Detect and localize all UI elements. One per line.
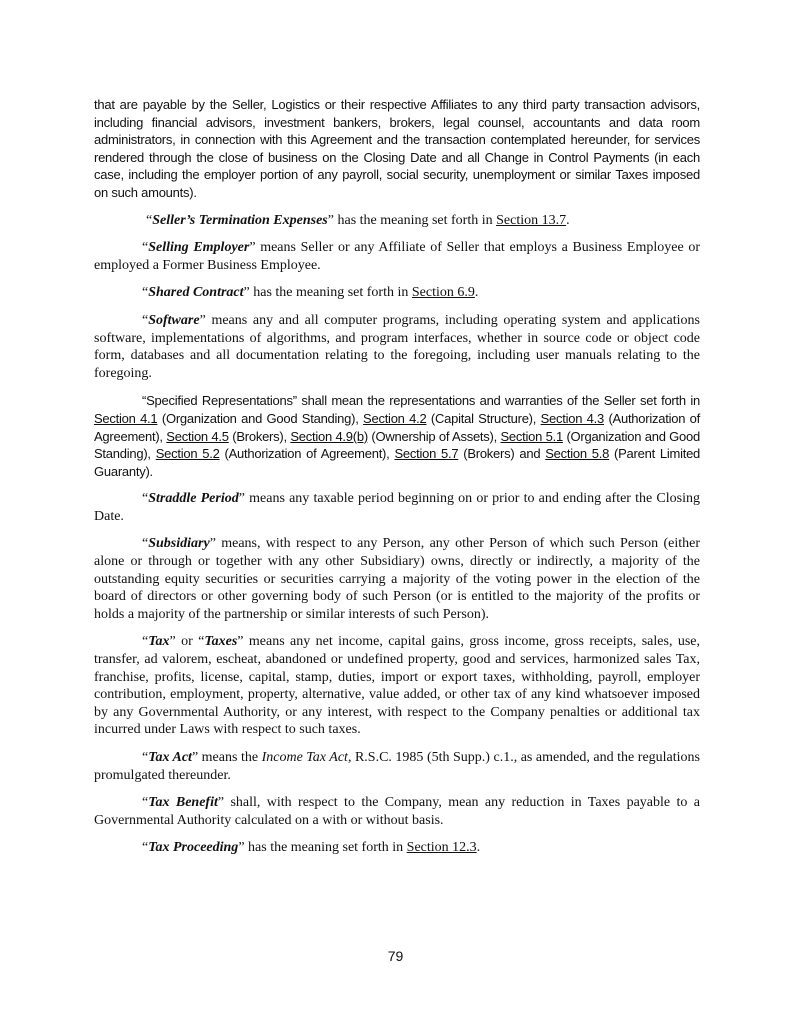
definition-software: “Software” means any and all computer programs, including operating system and applications software, implementations of algorithms, and program interfaces, whether in source code or object code form, databases and all documentation relating to the foregoing, including user manuals relating to the foregoing. bbox=[94, 312, 700, 381]
statute-title: Income Tax Act bbox=[261, 750, 348, 765]
section-reference[interactable]: Section 4.9(b) bbox=[290, 428, 368, 444]
page-number: 79 bbox=[387, 948, 404, 964]
section-reference[interactable]: Section 5.7 bbox=[394, 446, 459, 462]
definition-specified-representations: “Specified Representations” shall mean the representations and warranties of the Seller set forth in Section 4.1 (Organization and Good Standing), Section 4.2 (Capital Structure), Section 4.3 (Authorization of Agreement), Section 4.5 (Brokers), Section 4.9(b) (Ownership of Assets), Section 5.1 (Organization and Good Standing), Section 5.2 (Authorization of Agreement), Section 5.7 (Brokers) and Section 5.8 (Parent Limited Guaranty). bbox=[94, 393, 701, 479]
definition-tax: “Tax” or “Taxes” means any net income, capital gains, gross income, gross receipts, sales, use, transfer, ad valorem, escheat, abandoned or undefined property, good and services, harmonized sales Tax, franchise, profits, license, capital, stamp, duties, import or export taxes, withholding, payroll, employer contribution, employment, property, alternative, value added, or other tax of any kind whatsoever imposed by any Governmental Authority, or any interest, with respect to the Company penalties or additional tax incurred under Laws with respect to such taxes. bbox=[94, 634, 700, 738]
defined-term: Selling Employer bbox=[148, 240, 250, 256]
definition-continuation bbox=[94, 96, 700, 202]
defined-term: Seller’s Termination Expenses bbox=[152, 212, 328, 228]
defined-term: Tax Proceeding bbox=[148, 840, 239, 856]
defined-term: Tax Act bbox=[148, 750, 192, 765]
definition-tax-act: “Tax Act” means the Income Tax Act, R.S.C. 1985 (5th Supp.) c.1., as amended, and the regulations promulgated thereunder. bbox=[94, 750, 700, 783]
section-reference[interactable]: Section 4.5 bbox=[166, 428, 229, 444]
section-reference[interactable]: Section 5.1 bbox=[500, 428, 563, 444]
section-reference[interactable]: Section 12.3 bbox=[406, 840, 477, 856]
paragraph-text: that are payable by the Seller, Logistics or their respective Affiliates to any third party transaction advisors, including financial advisors, investment bankers, brokers, legal counsel, accountants and data room administrators, in connection with this Agreement and the transaction contemplated hereunder, for services rendered through the close of business on the Closing Date and all Change in Control Payments (in each case, including the employer portion of any payroll, social security, unemployment or similar Taxes imposed on such amounts). bbox=[94, 97, 700, 200]
defined-term: Subsidiary bbox=[148, 536, 210, 552]
section-reference[interactable]: Section 6.9 bbox=[411, 285, 475, 301]
section-reference[interactable]: Section 4.2 bbox=[363, 410, 427, 426]
defined-term: Shared Contract bbox=[148, 285, 244, 301]
section-reference[interactable]: Section 5.2 bbox=[155, 446, 220, 462]
defined-term: Tax bbox=[148, 634, 170, 650]
section-reference[interactable]: Section 4.3 bbox=[540, 410, 604, 426]
defined-term: Straddle Period bbox=[148, 491, 239, 507]
defined-term: Taxes bbox=[204, 634, 238, 650]
definition-tax-proceeding: “Tax Proceeding” has the meaning set forth in Section 12.3. bbox=[142, 840, 481, 856]
document-page bbox=[94, 96, 700, 867]
defined-term: Tax Benefit bbox=[148, 795, 218, 811]
definition-subsidiary: “Subsidiary” means, with respect to any Person, any other Person of which such Person (either alone or through or together with any other Subsidiary) owns, directly or indirectly, a majority of the outstanding equity securities or securities carrying a majority of the voting power in the election of the board of directors or other governing body of such Person (or is entitled to the majority of the profits or holds a majority of the partnership or similar interests of such Person). bbox=[94, 536, 700, 622]
section-reference[interactable]: Section 13.7 bbox=[496, 212, 567, 228]
definition-sellers-termination-expenses: “Seller’s Termination Expenses” has the meaning set forth in Section 13.7. bbox=[146, 212, 570, 228]
definition-straddle-period: “Straddle Period” means any taxable period beginning on or prior to and ending after the Closing Date. bbox=[94, 491, 700, 524]
definition-shared-contract: “Shared Contract” has the meaning set forth in Section 6.9. bbox=[142, 285, 479, 301]
section-reference[interactable]: Section 4.1 bbox=[94, 410, 158, 426]
section-reference[interactable]: Section 5.8 bbox=[545, 446, 610, 462]
definition-selling-employer: “Selling Employer” means Seller or any Affiliate of Seller that employs a Business Employee or employed a Former Business Employee. bbox=[94, 240, 700, 273]
definition-tax-benefit: “Tax Benefit” shall, with respect to the Company, mean any reduction in Taxes payable to a Governmental Authority calculated on a with or without basis. bbox=[94, 795, 700, 828]
defined-term: Software bbox=[148, 312, 200, 328]
